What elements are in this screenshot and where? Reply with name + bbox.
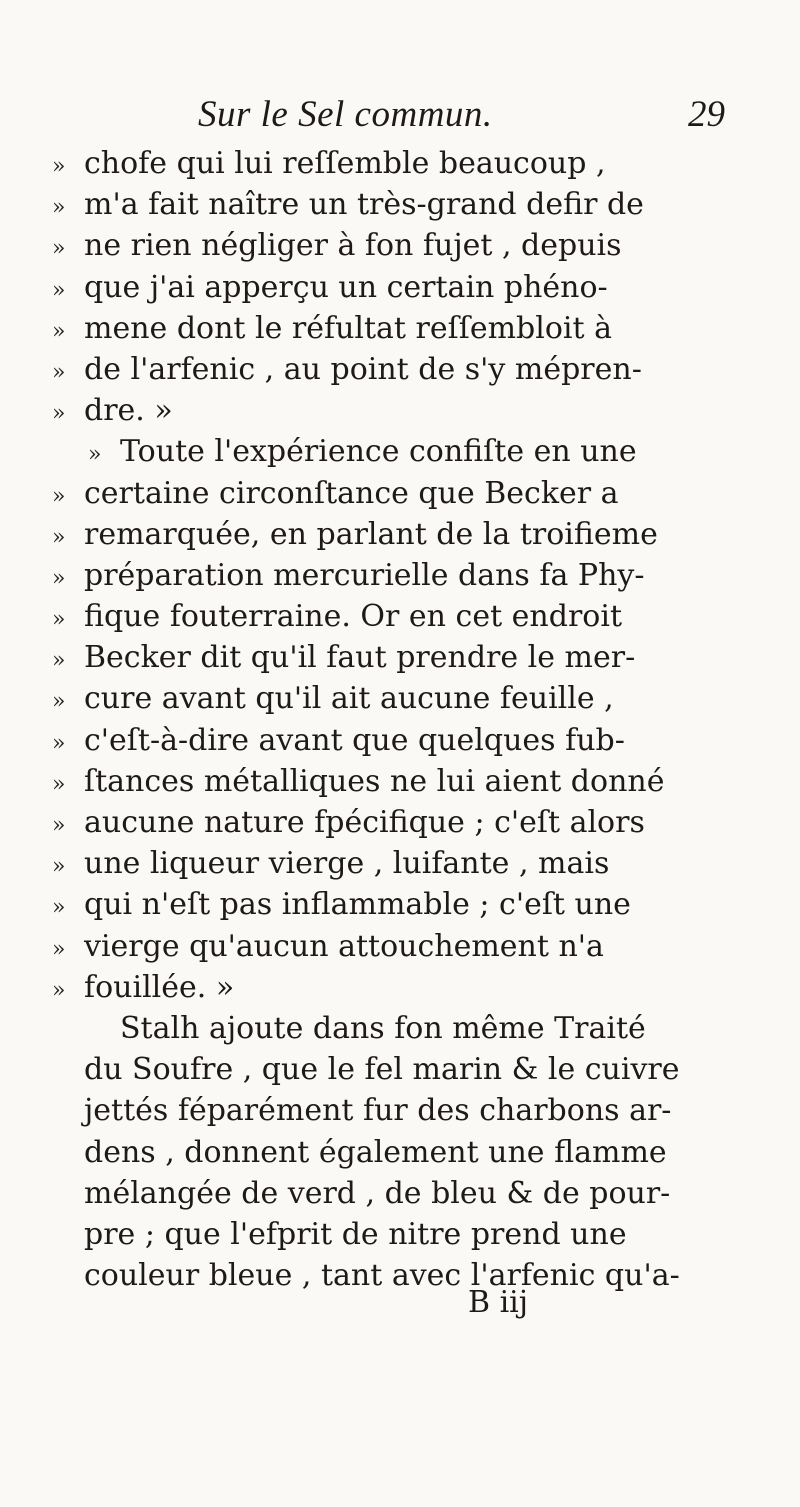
line-text: ne rien négliger à fon fujet , depuis <box>84 228 622 264</box>
text-line <box>52 967 777 1008</box>
line-text: c'eſt-à-dire avant que quelques fub- <box>84 722 625 758</box>
line-text: du Soufre , que le fel marin & le cuivre <box>84 1052 680 1088</box>
quotation-mark: » <box>52 318 66 344</box>
line-text: couleur bleue , tant avec l'arfenic qu'a- <box>84 1258 680 1294</box>
quotation-mark: » <box>52 524 66 550</box>
quotation-mark: » <box>52 154 66 179</box>
text-line <box>52 761 777 802</box>
quotation-mark: » <box>52 195 66 221</box>
line-text: jettés féparément fur des charbons ar- <box>84 1093 672 1129</box>
quotation-mark: » <box>52 895 66 921</box>
text-line <box>52 926 777 967</box>
text-line <box>52 308 777 349</box>
line-text: pre ; que l'efprit de nitre prend une <box>84 1216 627 1252</box>
line-text: préparation mercurielle dans fa Phy- <box>84 557 645 593</box>
line-text: certaine circonſtance que Becker a <box>84 475 619 511</box>
line-text: m'a fait naître un très-grand defir de <box>84 187 644 223</box>
line-text: cure avant qu'il ait aucune feuille , <box>84 681 614 717</box>
quotation-mark: » <box>52 730 66 756</box>
text-line <box>52 431 777 472</box>
quotation-mark: » <box>52 236 66 262</box>
page-header <box>0 93 800 143</box>
text-line <box>52 678 777 719</box>
text-line <box>52 802 777 843</box>
quotation-mark: » <box>52 359 66 385</box>
signature-mark: B iij <box>468 1285 529 1320</box>
line-text: mene dont le réfultat reſſembloit à <box>84 310 612 346</box>
quotation-mark: » <box>52 648 66 674</box>
line-text: Becker dit qu'il faut prendre le mer- <box>84 640 636 676</box>
body-text <box>52 143 777 1296</box>
running-title: Sur le Sel commun. <box>198 94 493 135</box>
text-line <box>52 1173 777 1214</box>
text-line <box>52 596 777 637</box>
quotation-mark: » <box>52 607 66 633</box>
quotation-mark: » <box>52 689 66 715</box>
line-text: vierge qu'aucun attouchement n'a <box>84 928 604 964</box>
line-text: Stalh ajoute dans fon même Traité <box>120 1010 646 1046</box>
text-line <box>52 267 777 308</box>
text-line <box>52 1008 777 1049</box>
page-number: 29 <box>688 94 725 135</box>
line-text: qui n'eſt pas inflammable ; c'eſt une <box>84 887 631 923</box>
line-text: fique fouterraine. Or en cet endroit <box>84 599 622 635</box>
text-line <box>52 184 777 225</box>
quotation-mark: » <box>52 771 66 797</box>
line-text: dre. » <box>84 393 173 429</box>
text-line <box>52 1049 777 1090</box>
line-text: une liqueur vierge , luifante , mais <box>84 846 610 882</box>
text-line <box>52 1214 777 1255</box>
quotation-mark: » <box>52 813 66 838</box>
line-text: Toute l'expérience confiſte en une <box>120 434 637 470</box>
line-text: de l'arfenic , au point de s'y mépren- <box>84 351 642 387</box>
quotation-mark: » <box>52 854 66 880</box>
text-line <box>52 884 777 925</box>
quotation-mark: » <box>52 483 66 509</box>
text-line <box>52 390 777 431</box>
quotation-mark: » <box>88 442 102 468</box>
text-line <box>52 1132 777 1173</box>
text-line <box>52 720 777 761</box>
text-line <box>52 637 777 678</box>
line-text: aucune nature fpécifique ; c'eſt alors <box>84 805 645 840</box>
line-text: mélangée de verd , de bleu & de pour- <box>84 1175 671 1211</box>
text-line <box>52 143 777 184</box>
text-line <box>52 1090 777 1131</box>
line-text: ſtances métalliques ne lui aient donné <box>84 763 665 799</box>
quotation-mark: » <box>52 565 66 591</box>
line-text: dens , donnent également une flamme <box>84 1134 667 1170</box>
text-line <box>52 1255 777 1296</box>
quotation-mark: » <box>52 977 66 1003</box>
text-line <box>52 349 777 390</box>
text-line <box>52 225 777 266</box>
line-text: remarquée, en parlant de la troifieme <box>84 516 658 552</box>
text-line <box>52 473 777 514</box>
quotation-mark: » <box>52 936 66 962</box>
line-text: chofe qui lui reſſemble beaucoup , <box>84 146 606 181</box>
line-text: fouillée. » <box>84 969 235 1005</box>
quotation-mark: » <box>52 401 66 427</box>
text-line <box>52 514 777 555</box>
text-line <box>52 555 777 596</box>
quotation-mark: » <box>52 277 66 303</box>
text-line <box>52 843 777 884</box>
line-text: que j'ai apperçu un certain phéno- <box>84 269 608 305</box>
